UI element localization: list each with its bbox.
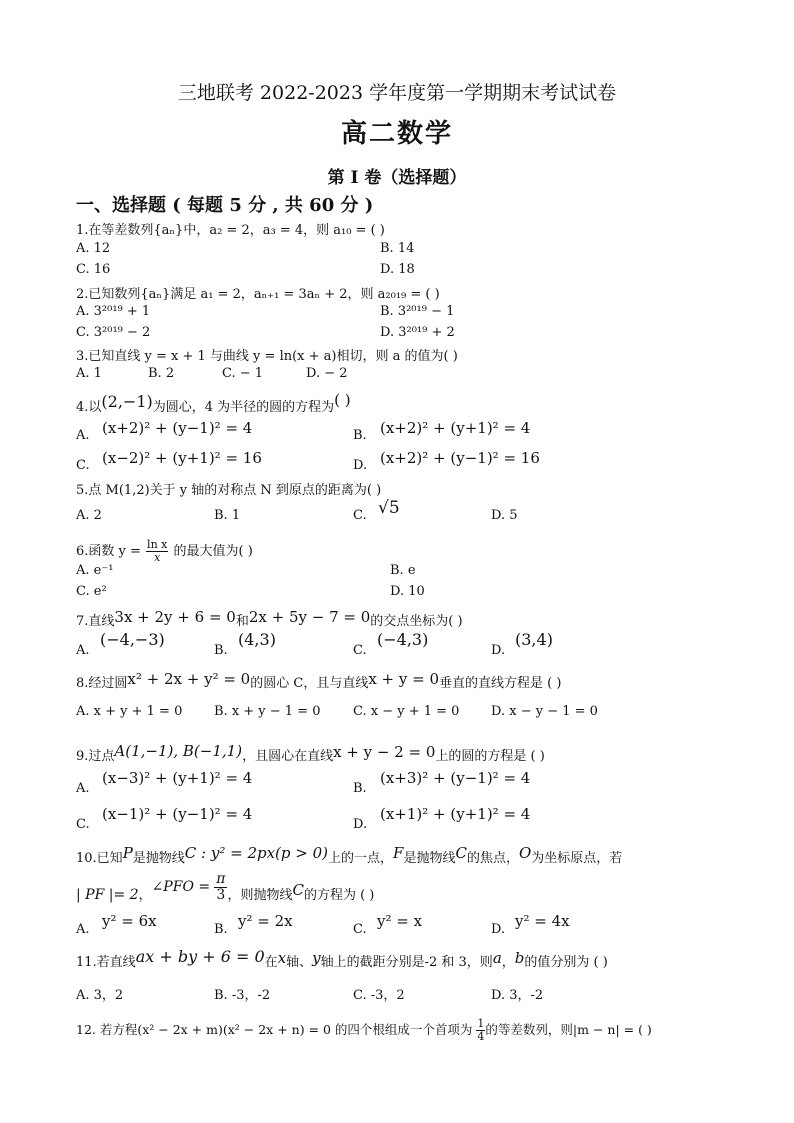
question-8-stem: 8.经过圆x² + 2x + y² = 0的圆心 C，且与直线x + y = 0垂直的直线方程是 ( )	[76, 670, 562, 691]
q6-option-d: D. 10	[390, 584, 425, 599]
q7-option-a: (−4,−3)	[100, 630, 165, 649]
question-10-condition: | PF |= 2，∠PFO = $\frac{\pi}{3}$ ，则抛物线C的方程为 ( )	[76, 871, 375, 903]
q6-fraction-denominator: x	[154, 551, 161, 564]
question-7-stem: 7.直线3x + 2y + 6 = 0和2x + 5y − 7 = 0的交点坐标为( )	[76, 608, 463, 629]
q4-option-c: (x−2)² + (y+1)² = 16	[102, 449, 262, 467]
q2-option-d: D. 3²⁰¹⁹ + 2	[380, 325, 455, 340]
q5-option-b: B. 1	[214, 508, 241, 523]
q10-option-c-label: C.	[353, 922, 367, 937]
q9-option-a-label: A.	[76, 781, 90, 796]
subject-title: 高二数学	[340, 119, 453, 149]
q9-option-b: (x+3)² + (y−1)² = 4	[380, 769, 531, 787]
q5-option-d: D. 5	[491, 508, 518, 523]
q4-option-b: (x+2)² + (y+1)² = 4	[380, 419, 531, 437]
q7-option-d-label: D.	[491, 643, 506, 658]
q10-option-a: y² = 6x	[102, 912, 157, 930]
q10-option-c: y² = x	[377, 912, 423, 930]
q11-option-d: D. 3，-2	[491, 988, 544, 1003]
section-heading: 一、选择题 ( 每题 5 分 , 共 60 分 )	[76, 195, 374, 216]
q4-option-d-label: D.	[353, 458, 368, 473]
q12-fraction-numerator: 1	[477, 1017, 485, 1030]
part-heading: 第 I 卷（选择题）	[327, 168, 467, 188]
q10-option-d-label: D.	[491, 922, 506, 937]
q2-option-a: A. 3²⁰¹⁹ + 1	[76, 304, 151, 319]
q12-fraction-denominator: 4	[477, 1030, 485, 1043]
q4-option-c-label: C.	[76, 458, 90, 473]
q1-option-a: A. 12	[76, 241, 111, 256]
q3-option-b: B. 2	[148, 366, 175, 381]
question-11-stem: 11.若直线ax + by + 6 = 0在x轴、y轴上的截距分别是-2 和 3，则a，b的值分别为 ( )	[76, 947, 608, 970]
q1-option-b: B. 14	[380, 241, 415, 256]
q9-option-b-label: B.	[353, 781, 367, 796]
q8-option-d: D. x − y − 1 = 0	[491, 704, 598, 719]
q8-option-a: A. x + y + 1 = 0	[76, 704, 183, 719]
question-9-stem: 9.过点A(1,−1), B(−1,1)，且圆心在直线x + y − 2 = 0上的圆的方程是 ( )	[76, 742, 545, 764]
q7-option-d: (3,4)	[515, 630, 553, 649]
q11-option-a: A. 3，2	[76, 988, 124, 1003]
q9-option-d: (x+1)² + (y+1)² = 4	[380, 805, 531, 823]
q9-option-a: (x−3)² + (y+1)² = 4	[102, 769, 253, 787]
q2-option-c: C. 3²⁰¹⁹ − 2	[76, 325, 151, 340]
q10-option-b: y² = 2x	[238, 912, 293, 930]
question-4-stem: 4.以(2,−1)为圆心，4 为半径的圆的方程为( )	[76, 391, 351, 415]
question-6-stem: 6.函数 y = $\frac{\text{ln x}}{x}$ 的最大值为( )	[76, 538, 253, 564]
q10-option-b-label: B.	[214, 922, 228, 937]
q3-option-c: C. − 1	[222, 366, 264, 381]
q1-option-d: D. 18	[380, 262, 415, 277]
q11-option-c: C. -3，2	[353, 988, 405, 1003]
q10-option-a-label: A.	[76, 922, 90, 937]
q11-option-b: B. -3，-2	[214, 988, 271, 1003]
q2-option-b: B. 3²⁰¹⁹ − 1	[380, 304, 455, 319]
q4-option-d: (x+2)² + (y−1)² = 16	[380, 449, 540, 467]
q7-option-c: (−4,3)	[377, 630, 429, 649]
q5-option-c-label: C.	[353, 508, 367, 523]
q6-option-a: A. e⁻¹	[76, 563, 114, 578]
q8-option-c: C. x − y + 1 = 0	[353, 704, 460, 719]
q7-option-a-label: A.	[76, 643, 90, 658]
q9-option-c-label: C.	[76, 817, 90, 832]
q3-option-d: D. − 2	[306, 366, 348, 381]
q9-option-d-label: D.	[353, 817, 368, 832]
question-5-stem: 5.点 M(1,2)关于 y 轴的对称点 N 到原点的距离为( )	[76, 483, 382, 498]
q10-option-d: y² = 4x	[515, 912, 570, 930]
q7-option-b: (4,3)	[238, 630, 276, 649]
q8-option-b: B. x + y − 1 = 0	[214, 704, 321, 719]
q4-option-a-label: A.	[76, 428, 90, 443]
q6-option-b: B. e	[390, 563, 416, 578]
question-10-stem: 10.已知P是抛物线C : y² = 2px(p > 0)上的一点，F是抛物线C的焦点，O为坐标原点，若	[76, 844, 623, 866]
question-3-stem: 3.已知直线 y = x + 1 与曲线 y = ln(x + a)相切，则 a 的值为( )	[76, 349, 458, 364]
q1-option-c: C. 16	[76, 262, 111, 277]
q5-option-c: √5	[378, 498, 400, 518]
question-12-stem: 12. 若方程(x² − 2x + m)(x² − 2x + n) = 0 的四个根组成一个首项为 $\frac{1}{4}$ 的等差数列，则|m − n| = ( )	[76, 1017, 652, 1043]
q6-fraction-numerator: ln x	[147, 538, 168, 551]
q7-option-b-label: B.	[214, 643, 228, 658]
q5-option-a: A. 2	[76, 508, 102, 523]
q3-option-a: A. 1	[76, 366, 102, 381]
q6-option-c: C. e²	[76, 584, 107, 599]
question-2-stem: 2.已知数列{aₙ}满足 a₁ = 2，aₙ₊₁ = 3aₙ + 2，则 a₂₀₁₉ = ( )	[76, 287, 440, 302]
q4-option-b-label: B.	[353, 428, 367, 443]
q9-option-c: (x−1)² + (y−1)² = 4	[102, 805, 253, 823]
q4-option-a: (x+2)² + (y−1)² = 4	[102, 419, 253, 437]
exam-title: 三地联考 2022-2023 学年度第一学期期末考试试卷	[177, 82, 617, 104]
q7-option-c-label: C.	[353, 643, 367, 658]
question-1-stem: 1.在等差数列{aₙ}中，a₂ = 2，a₃ = 4，则 a₁₀ = ( )	[76, 223, 385, 238]
